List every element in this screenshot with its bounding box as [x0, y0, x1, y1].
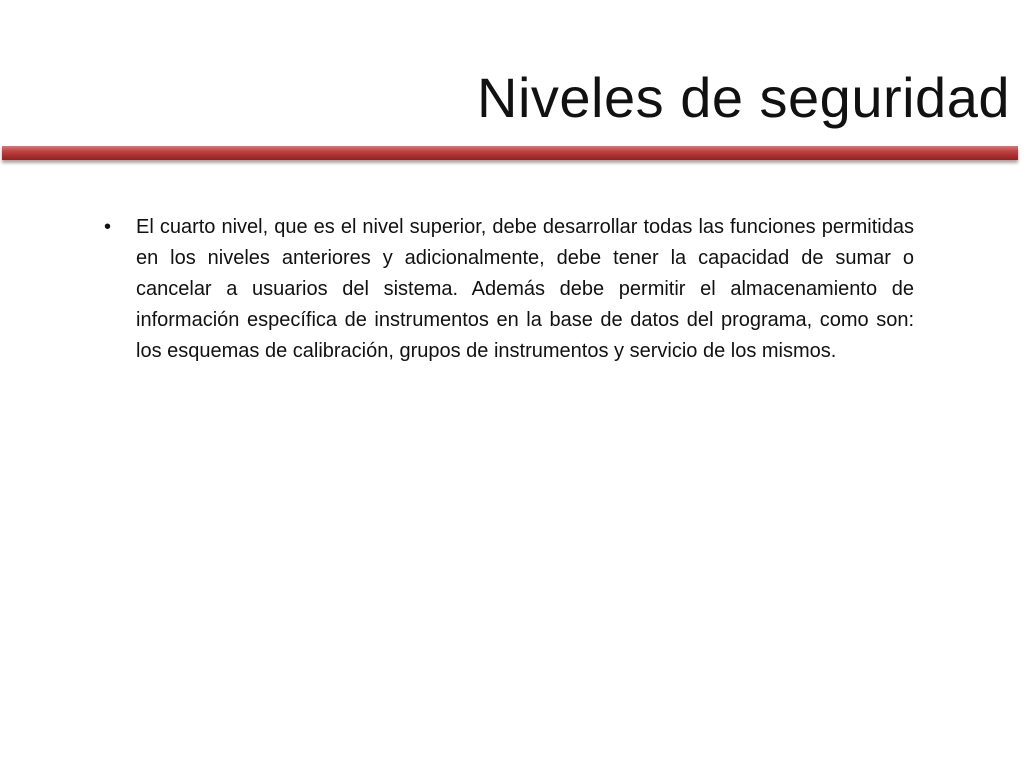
- title-underline-bar: [2, 146, 1018, 160]
- bullet-dot-icon: •: [104, 216, 112, 238]
- bullet-list: [104, 212, 914, 367]
- slide-title: Niveles de seguridad: [477, 66, 1010, 129]
- bullet-item: [104, 212, 914, 367]
- bullet-text: El cuarto nivel, que es el nivel superior, debe desarrollar todas las funciones permitidas en los niveles anteriores y adicionalmente, debe tener la capacidad de sumar o cancelar a usuarios del sistema. Además debe permitir el almacenamiento de información específica de instrumentos en la base de datos del programa, como son: los esquemas de calibración, grupos de instrumentos y servicio de los mismos.: [136, 216, 914, 362]
